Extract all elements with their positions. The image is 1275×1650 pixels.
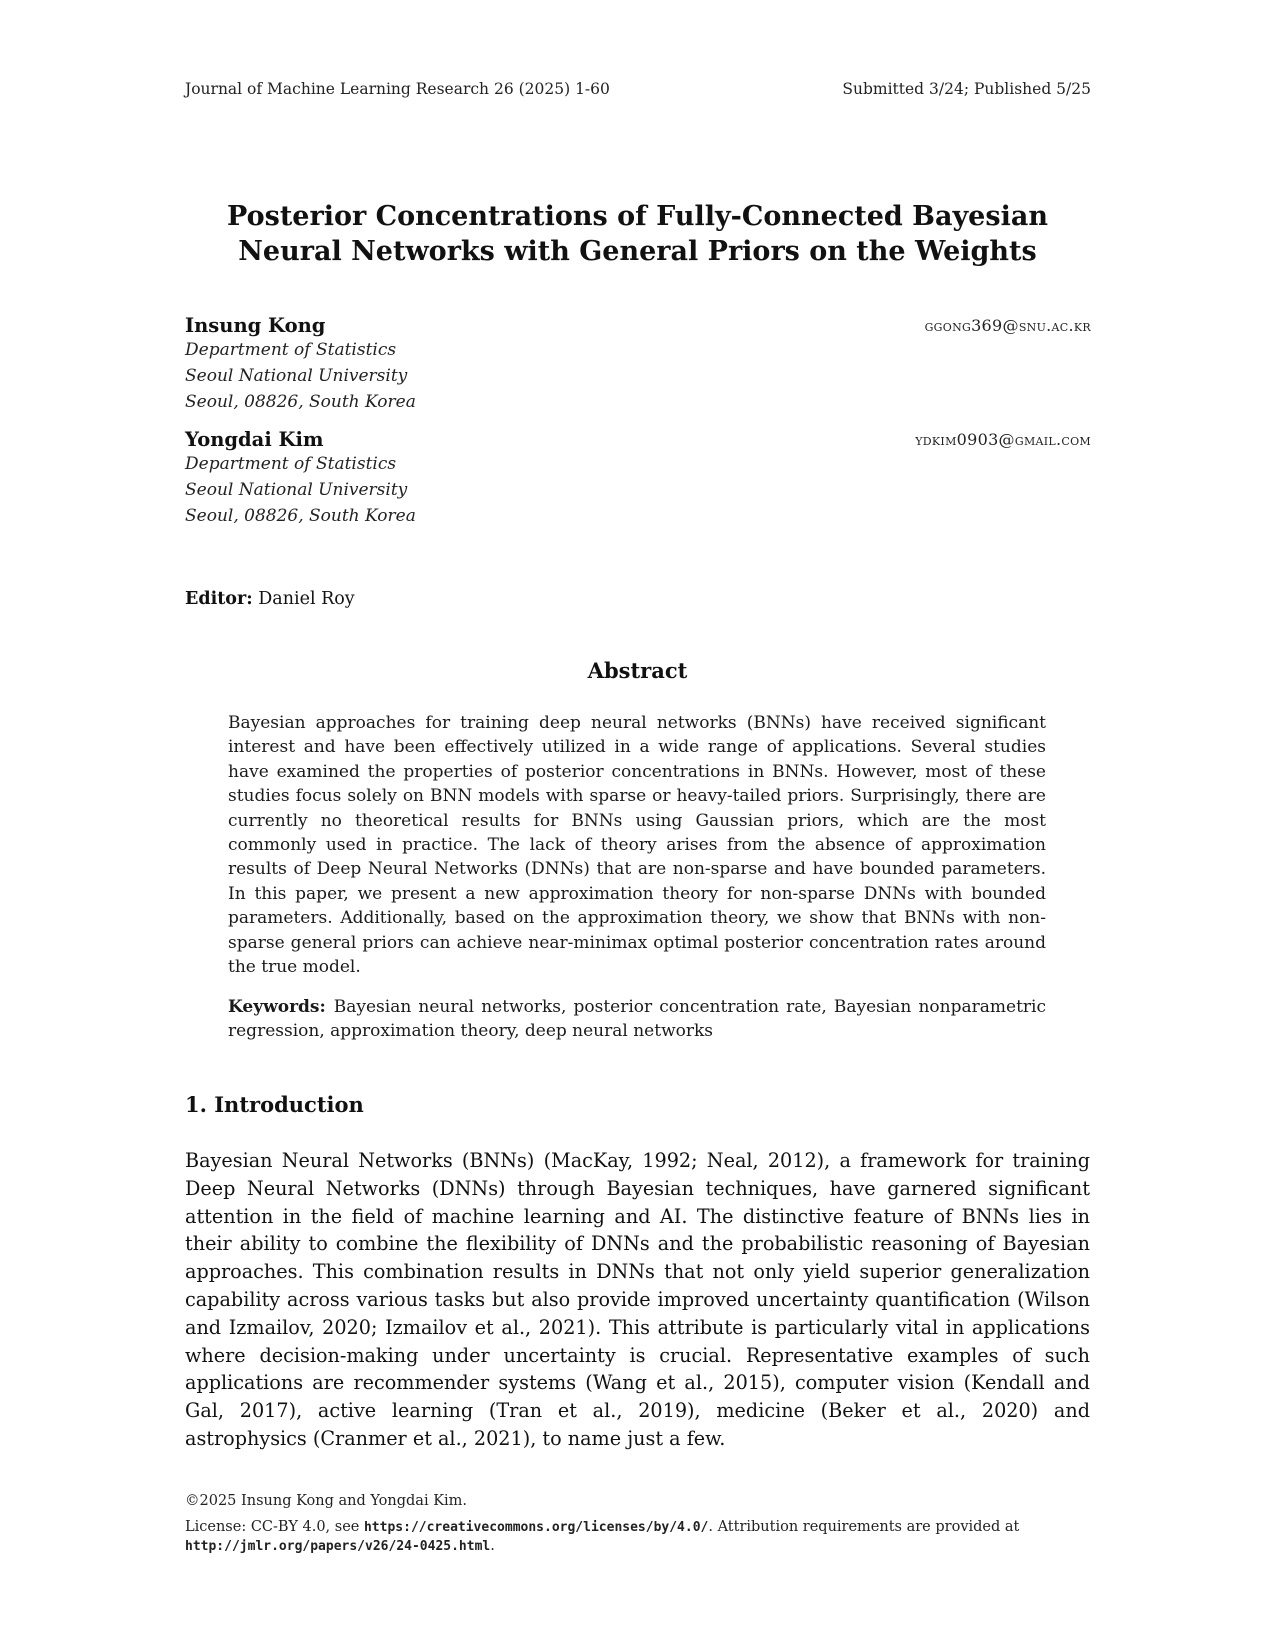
author-name: Insung Kong	[185, 314, 326, 337]
author-block-2	[185, 428, 416, 529]
license-text-end: .	[490, 1538, 495, 1554]
paper-title	[150, 199, 1125, 269]
author-email[interactable]: ydkim0903@gmail.com	[915, 430, 1091, 449]
author-name: Yongdai Kim	[185, 428, 324, 451]
license-text: License: CC-BY 4.0, see	[185, 1519, 364, 1535]
license-text-mid: . Attribution requirements are provided at	[708, 1519, 1020, 1535]
license-link[interactable]: https://creativecommons.org/licenses/by/4.0/	[363, 1520, 709, 1535]
section-heading: 1. Introduction	[185, 1092, 364, 1117]
author-department: Department of Statistics	[185, 340, 397, 360]
journal-header: Journal of Machine Learning Research 26 (2025) 1-60	[185, 80, 610, 98]
author-block-1	[185, 314, 416, 415]
author-department: Department of Statistics	[185, 454, 397, 474]
author-university: Seoul National University	[185, 480, 408, 500]
author-address: Seoul, 08826, South Korea	[185, 506, 416, 526]
editor-label: Editor:	[185, 589, 253, 609]
abstract-text: Bayesian approaches for training deep neural networks (BNNs) have received significant interest and have been effectively utilized in a wide range of applications. Several studies have examined the properties of posterior concentrations in BNNs. However, most of these studies focus solely on BNN models with sparse or heavy-tailed priors. Surprisingly, there are currently no theoretical results for BNNs using Gaussian priors, which are the most commonly used in practice. The lack of theory arises from the absence of approximation results of Deep Neural Networks (DNNs) that are non-sparse and have bounded parameters. In this paper, we present a new approximation theory for non-sparse DNNs with bounded parameters. Additionally, based on the approximation theory, we show that BNNs with non-sparse general priors can achieve near-minimax optimal posterior concentration rates around the true model.	[228, 713, 1046, 978]
abstract-heading: Abstract	[587, 658, 688, 683]
editor-name: Daniel Roy	[258, 589, 355, 609]
submission-dates: Submitted 3/24; Published 5/25	[842, 80, 1091, 98]
introduction-paragraph: Bayesian Neural Networks (BNNs) (MacKay, 1992; Neal, 2012), a framework for training Deep Neural Networks (DNNs) through Bayesian techniques, have garnered significant attention in the field of machine learning and AI. The distinctive feature of BNNs lies in their ability to combine the flexibility of DNNs and the probabilistic reasoning of Bayesian approaches. This combination results in DNNs that not only yield superior generalization capability across various tasks but also provide improved uncertainty quantification (Wilson and Izmailov, 2020; Izmailov et al., 2021). This attribute is particularly vital in applications where decision-making under uncertainty is crucial. Representative examples of such applications are recommender systems (Wang et al., 2015), computer vision (Kendall and Gal, 2017), active learning (Tran et al., 2019), medicine (Beker et al., 2020) and astrophysics (Cranmer et al., 2021), to name just a few.	[185, 1149, 1090, 1450]
title-line-1: Posterior Concentrations of Fully-Connected Bayesian	[227, 201, 1048, 232]
editor-line	[185, 589, 355, 609]
keywords-label: Keywords:	[228, 997, 326, 1017]
attribution-link[interactable]: http://jmlr.org/papers/v26/24-0425.html	[185, 1539, 491, 1554]
license-notice	[185, 1518, 1090, 1556]
keywords	[228, 995, 1046, 1044]
author-email[interactable]: ggong369@snu.ac.kr	[924, 316, 1091, 335]
keywords-list: Bayesian neural networks, posterior concentration rate, Bayesian nonparametric regression, approximation theory, deep neural networks	[228, 997, 1046, 1042]
author-university: Seoul National University	[185, 366, 408, 386]
copyright-notice: ©2025 Insung Kong and Yongdai Kim.	[185, 1493, 468, 1509]
author-address: Seoul, 08826, South Korea	[185, 392, 416, 412]
title-line-2: Neural Networks with General Priors on the Weights	[238, 236, 1037, 267]
